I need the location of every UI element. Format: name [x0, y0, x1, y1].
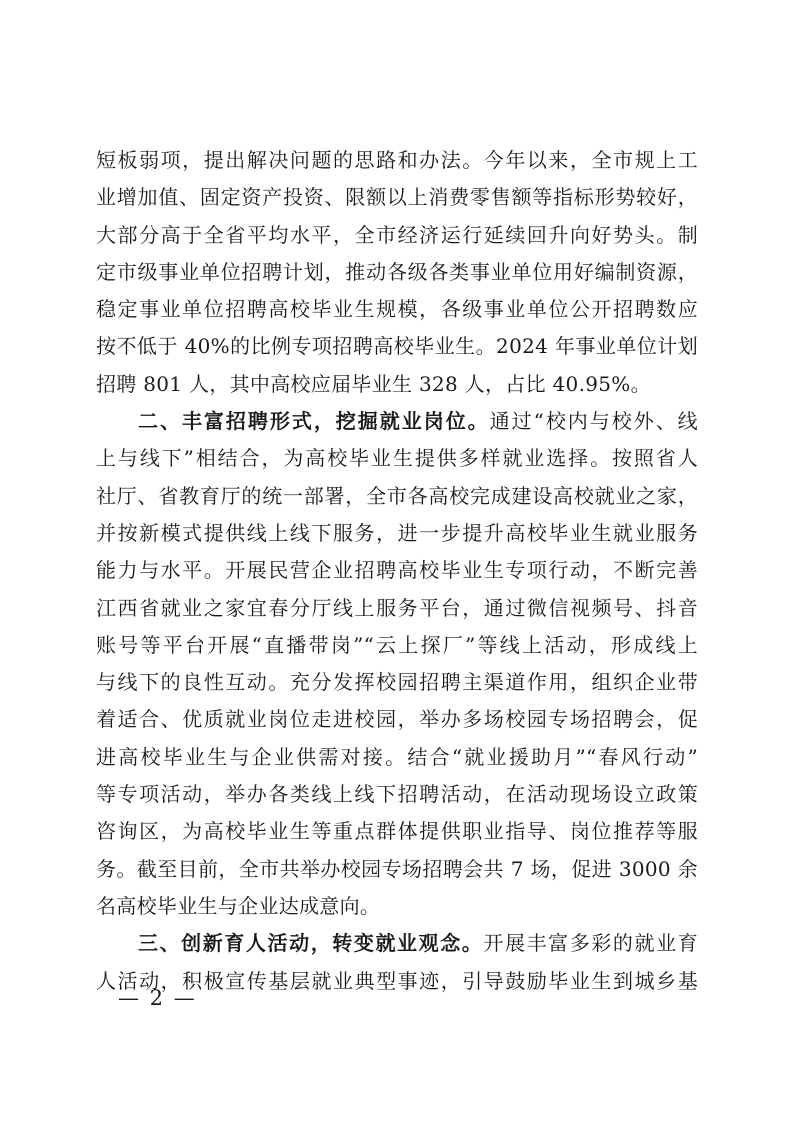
section-heading: 二、丰富招聘形式，挖掘就业岗位。: [138, 409, 490, 434]
paragraph-line: 定市级事业单位招聘计划，推动各级各类事业单位用好编制资源，: [96, 259, 698, 284]
paragraph-text: 开展丰富多彩的就业育: [483, 931, 698, 956]
paragraph-line: 招聘 801 人，其中高校应届毕业生 328 人，占比 40.95%。: [96, 371, 651, 396]
paragraph-line: 名高校毕业生与企业达成意向。: [96, 893, 381, 918]
page-number: — 2 —: [118, 986, 197, 1010]
paragraph-line: 账号等平台开展“直播带岗”“云上探厂”等线上活动，形成线上: [96, 632, 698, 657]
paragraph-line: 人活动，积极宣传基层就业典型事迹，引导鼓励毕业生到城乡基: [96, 968, 698, 993]
paragraph-line: 并按新模式提供线上线下服务，进一步提升高校毕业生就业服务: [96, 520, 698, 545]
paragraph-line: 与线下的良性互动。充分发挥校园招聘主渠道作用，组织企业带: [96, 670, 698, 695]
paragraph-line: 稳定事业单位招聘高校毕业生规模，各级事业单位公开招聘数应: [96, 297, 698, 322]
paragraph-line: 着适合、优质就业岗位走进校园，举办多场校园专场招聘会，促: [96, 707, 698, 732]
paragraph-line: 按不低于 40%的比例专项招聘高校毕业生。2024 年事业单位计划: [96, 334, 698, 359]
paragraph-line: 务。截至目前，全市共举办校园专场招聘会共 7 场，促进 3000 余: [96, 856, 698, 881]
paragraph-line: 业增加值、固定资产投资、限额以上消费零售额等指标形势较好，: [96, 185, 698, 210]
paragraph-line: 咨询区，为高校毕业生等重点群体提供职业指导、岗位推荐等服: [96, 819, 698, 844]
paragraph-line: 进高校毕业生与企业供需对接。结合“就业援助月”“春风行动”: [96, 744, 698, 769]
paragraph-line: 能力与水平。开展民营企业招聘高校毕业生专项行动，不断完善: [96, 558, 698, 583]
section-heading-line: [96, 403, 698, 440]
paragraph-line: 上与线下”相结合，为高校毕业生提供多样就业选择。按照省人: [96, 446, 698, 471]
body-text: [96, 142, 698, 1000]
paragraph-line: 社厅、省教育厅的统一部署，全市各高校完成建设高校就业之家，: [96, 483, 698, 508]
section-heading: 三、创新育人活动，转变就业观念。: [138, 931, 484, 956]
paragraph-line: 短板弱项，提出解决问题的思路和办法。今年以来，全市规上工: [96, 148, 698, 172]
paragraph-line: 江西省就业之家宜春分厅线上服务平台，通过微信视频号、抖音: [96, 595, 698, 620]
paragraph-line: 大部分高于全省平均水平，全市经济运行延续回升向好势头。制: [96, 222, 698, 247]
section-heading-line: [96, 925, 698, 962]
paragraph-line: 等专项活动，举办各类线上线下招聘活动，在活动现场设立政策: [96, 782, 698, 807]
paragraph-text: 通过“校内与校外、线: [489, 409, 698, 434]
